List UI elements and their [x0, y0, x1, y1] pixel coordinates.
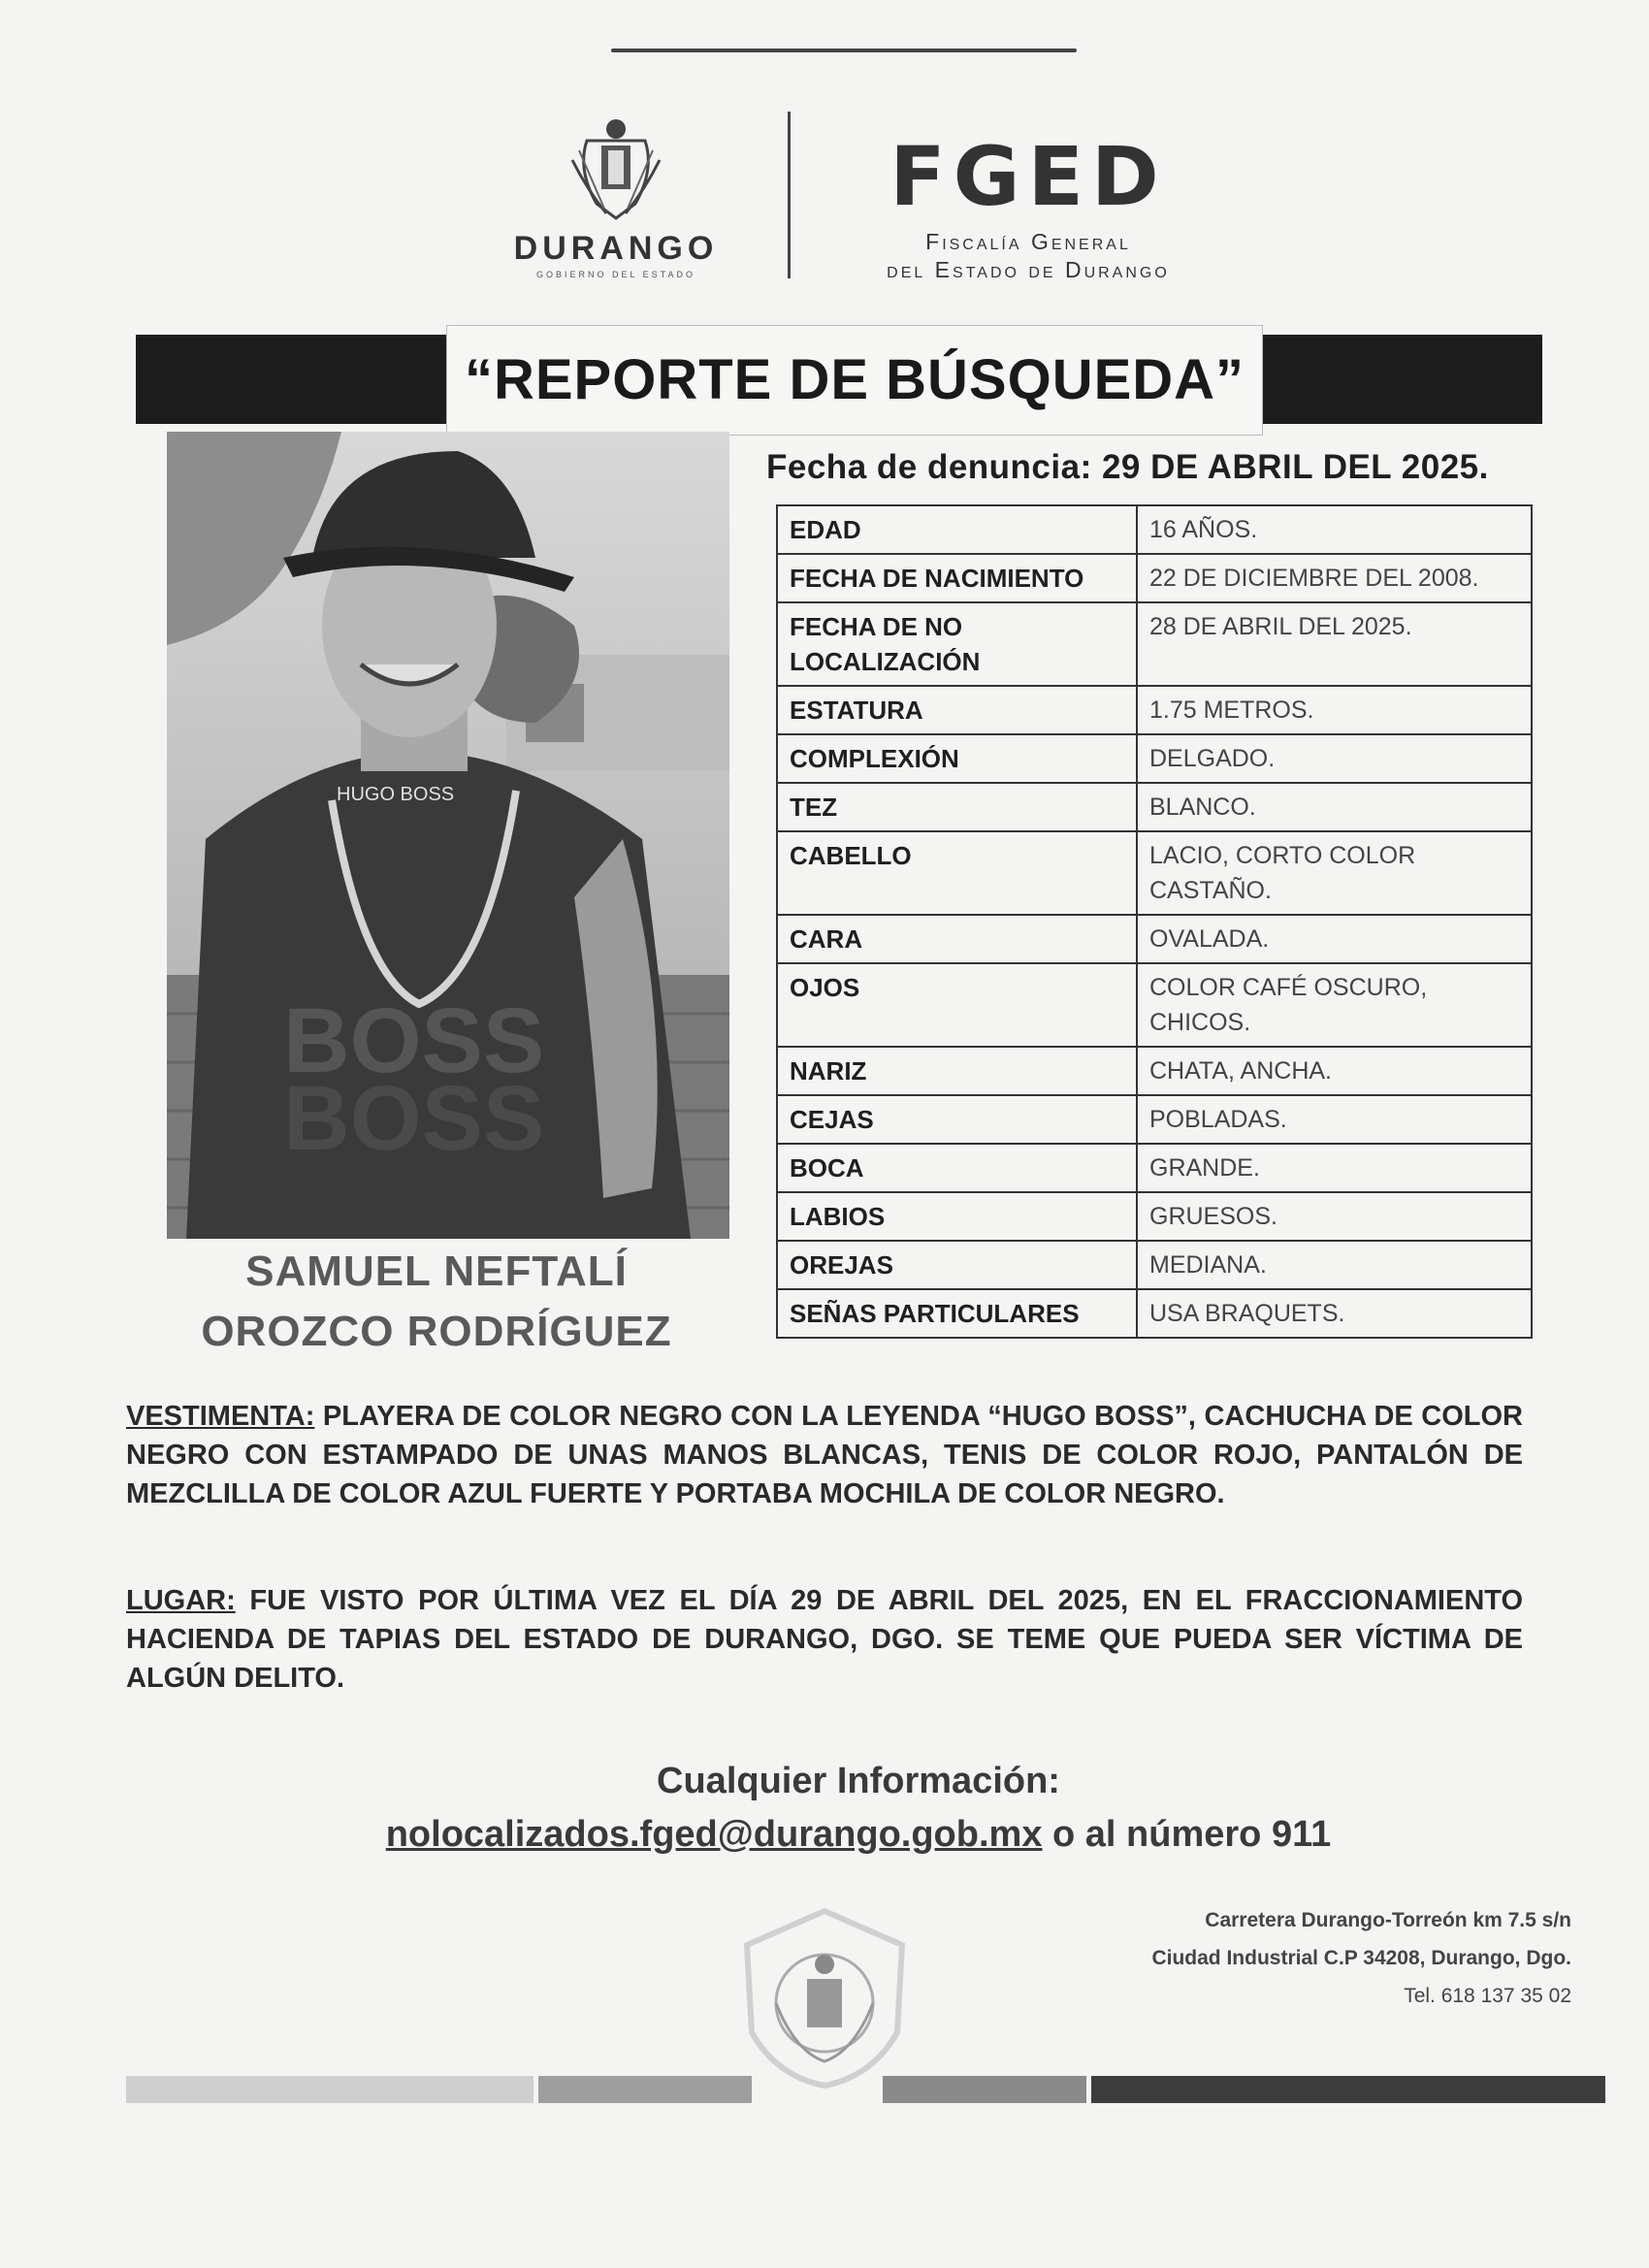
- contact-phone-text: o al número 911: [1052, 1814, 1332, 1855]
- table-row: [777, 554, 1532, 602]
- location-text: FUE VISTO POR ÚLTIMA VEZ EL DÍA 29 DE ABRIL DEL 2025, EN EL FRACCIONAMIENTO HACIENDA DE TAPIAS DEL ESTADO DE DURANGO, DGO. SE TEME QUE PUEDA SER VÍCTIMA DE ALGÚN DELITO.: [126, 1585, 1524, 1694]
- contact-email-link[interactable]: nolocalizados.fged@durango.gob.mx: [385, 1814, 1043, 1855]
- address-block: [1048, 1901, 1571, 2015]
- row-value: GRANDE.: [1137, 1144, 1532, 1192]
- footer-bar-segment: [538, 2076, 752, 2103]
- row-value: COLOR CAFÉ OSCURO, CHICOS.: [1137, 963, 1532, 1047]
- description-table: [776, 504, 1533, 1339]
- row-value: 16 AÑOS.: [1137, 505, 1532, 554]
- row-value: 28 DE ABRIL DEL 2025.: [1137, 602, 1532, 686]
- location-label: LUGAR:: [126, 1585, 236, 1616]
- missing-person-photo: [167, 432, 729, 1239]
- fged-logo: [844, 129, 1212, 283]
- durango-coat-of-arms-icon: [567, 112, 664, 228]
- row-value: LACIO, CORTO COLOR CASTAÑO.: [1137, 831, 1532, 915]
- person-photo-illustration: [167, 432, 729, 1239]
- table-row: [777, 831, 1532, 915]
- table-row: [777, 1144, 1532, 1192]
- row-value: OVALADA.: [1137, 915, 1532, 963]
- row-value: BLANCO.: [1137, 783, 1532, 831]
- footer-bar-segment: [883, 2076, 1086, 2103]
- row-value: MEDIANA.: [1137, 1241, 1532, 1289]
- fged-title: FGED: [889, 129, 1167, 224]
- durango-government-logo: [475, 112, 757, 279]
- clothing-paragraph: [126, 1397, 1523, 1513]
- name-line-1: SAMUEL NEFTALÍ: [245, 1247, 628, 1295]
- row-value: CHATA, ANCHA.: [1137, 1047, 1532, 1095]
- footer-bar-segment: [126, 2076, 534, 2103]
- row-label: BOCA: [777, 1144, 1137, 1192]
- name-line-2: OROZCO RODRÍGUEZ: [201, 1308, 672, 1355]
- table-row: [777, 1047, 1532, 1095]
- table-row: [777, 963, 1532, 1047]
- table-row: [777, 1241, 1532, 1289]
- row-value: 22 DE DICIEMBRE DEL 2008.: [1137, 554, 1532, 602]
- row-label: CABELLO: [777, 831, 1137, 915]
- row-label: ESTATURA: [777, 686, 1137, 734]
- row-label: CEJAS: [777, 1095, 1137, 1144]
- table-row: [777, 783, 1532, 831]
- row-value: 1.75 METROS.: [1137, 686, 1532, 734]
- table-row: [777, 1289, 1532, 1338]
- shirt-text-2: BOSS: [283, 1067, 545, 1170]
- contact-title: Cualquier Información:: [657, 1761, 1060, 1801]
- row-label: SEÑAS PARTICULARES: [777, 1289, 1137, 1338]
- header-divider: [788, 112, 791, 278]
- address-line-2: Ciudad Industrial C.P 34208, Durango, Dgo.: [1151, 1947, 1571, 1969]
- row-label: FECHA DE NACIMIENTO: [777, 554, 1137, 602]
- footer-bar-segment: [1091, 2076, 1605, 2103]
- row-label: COMPLEXIÓN: [777, 734, 1137, 783]
- row-label: LABIOS: [777, 1192, 1137, 1241]
- address-phone: Tel. 618 137 35 02: [1404, 1985, 1571, 2007]
- row-label: OJOS: [777, 963, 1137, 1047]
- clothing-text: PLAYERA DE COLOR NEGRO CON LA LEYENDA “HUGO BOSS”, CACHUCHA DE COLOR NEGRO CON ESTAMPADO DE UNAS MANOS BLANCAS, TENIS DE COLOR ROJO, PANTALÓN DE MEZCLILLA DE COLOR AZUL FUERTE Y PORTABA MOCHILA DE COLOR NEGRO.: [126, 1401, 1523, 1509]
- banner-title: “REPORTE DE BÚSQUEDA”: [446, 325, 1263, 436]
- table-row: [777, 915, 1532, 963]
- clothing-label: VESTIMENTA:: [126, 1401, 315, 1432]
- address-line-1: Carretera Durango-Torreón km 7.5 s/n: [1205, 1909, 1571, 1931]
- location-paragraph: [126, 1581, 1523, 1698]
- row-label: OREJAS: [777, 1241, 1137, 1289]
- durango-wordmark: DURANGO: [513, 230, 719, 267]
- fged-subtitle-line1: Fiscalía General: [925, 229, 1131, 254]
- row-label: NARIZ: [777, 1047, 1137, 1095]
- row-value: USA BRAQUETS.: [1137, 1289, 1532, 1338]
- row-value: POBLADAS.: [1137, 1095, 1532, 1144]
- table-row: [777, 1095, 1532, 1144]
- fged-shield-watermark-icon: [737, 1906, 912, 2090]
- shirt-text-1: BOSS: [283, 989, 545, 1092]
- top-divider-line: [611, 49, 1077, 52]
- durango-subtitle: GOBIERNO DEL ESTADO: [535, 270, 696, 279]
- row-value: GRUESOS.: [1137, 1192, 1532, 1241]
- table-row: [777, 1192, 1532, 1241]
- row-label: FECHA DE NO LOCALIZACIÓN: [777, 602, 1137, 686]
- fged-subtitle-line2: del Estado de Durango: [887, 257, 1170, 282]
- table-row: [777, 734, 1532, 783]
- row-label: TEZ: [777, 783, 1137, 831]
- table-row: [777, 602, 1532, 686]
- table-row: [777, 505, 1532, 554]
- row-label: EDAD: [777, 505, 1137, 554]
- chain-text: HUGO BOSS: [337, 784, 455, 805]
- missing-person-name: [155, 1242, 718, 1362]
- report-date: Fecha de denuncia: 29 DE ABRIL DEL 2025.: [766, 448, 1489, 486]
- row-value: DELGADO.: [1137, 734, 1532, 783]
- contact-line: [0, 1814, 1649, 1856]
- table-row: [777, 686, 1532, 734]
- row-label: CARA: [777, 915, 1137, 963]
